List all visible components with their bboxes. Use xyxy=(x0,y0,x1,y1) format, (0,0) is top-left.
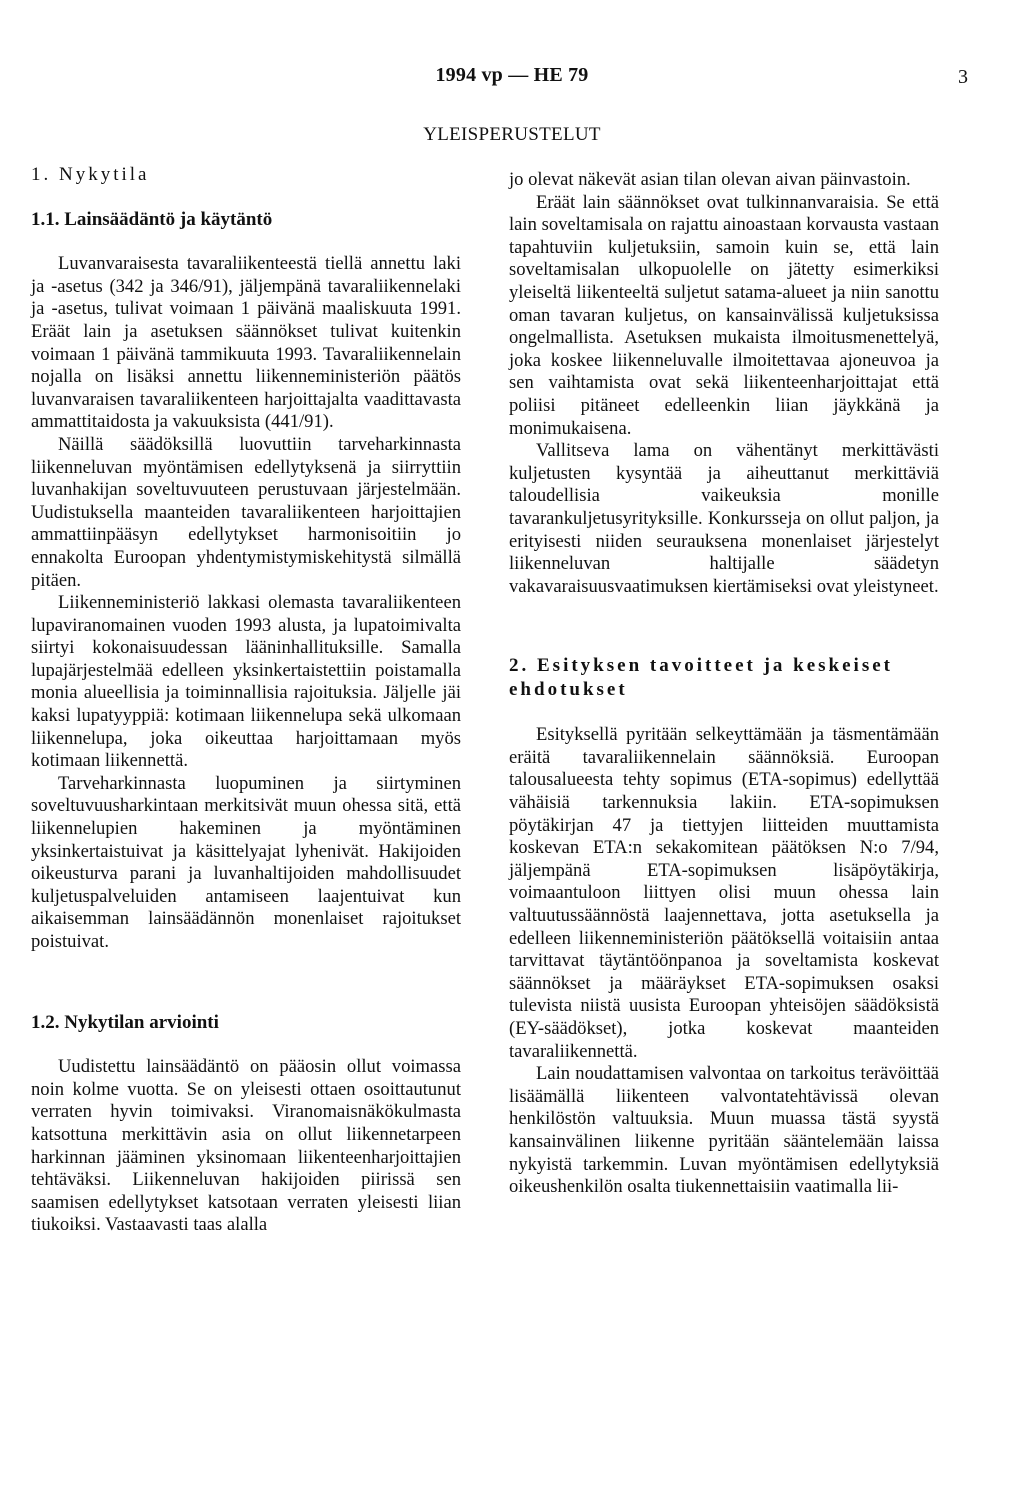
paragraph: Tarveharkinnasta luopuminen ja siirtyminen soveltuvuusharkintaan merkitsivät muun ohessa sitä, että liikennelupien hakeminen ja myöntäminen yksinkertaistuivat ja käsittelyajat lyhenivät. Hakijoiden oikeusturva parani ja luvanhaltijoiden mahdollisuudet kuljetuspalveluiden antamiseen laajentuivat kun aikaisemman lainsäädännön monenlaiset rajoitukset poistuivat. xyxy=(31,772,461,952)
paragraph: Luvanvaraisesta tavaraliikenteestä tiellä annettu laki ja -asetus (342 ja 346/91), jäljempänä tavaraliikennelaki ja -asetus, tulivat voimaan 1 päivänä maaliskuuta 1991. Eräät lain ja asetuksen säännökset tulivat kuitenkin voimaan 1 päivänä tammikuuta 1993. Tavaraliikennelain nojalla on lisäksi annettu liikenneministeriön päätös luvanvaraisen tavaraliikenteen harjoittajalta vaadittavasta ammattitaidosta ja vakuuksista (441/91). xyxy=(31,253,461,433)
heading-nykytila: 1. Nykytila xyxy=(31,164,150,185)
heading-lainsaadanto: 1.1. Lainsäädäntö ja käytäntö xyxy=(31,208,273,230)
paragraph: Esityksellä pyritään selkeyttämään ja täsmentämään eräitä tavaraliikennelain säännöksiä. Euroopan talousalueesta tehty sopimus (ETA-sopimus) edellyttää vähäisiä tarkennuksia lakiin. ETA-sopimuksen pöytäkirjan 47 ja tiettyjen liitteiden muuttamista koskevan ETA:n sekakomitean päätöksen N:o 7/94, jäljempänä ETA-sopimuksen lisäpöytäkirja, voimaantuloon liittyen olisi muun ohessa lain valtuutussäännöstä laajennettava, jotta asetuksella ja edelleen liikenneministeriön päätöksellä voitaisiin antaa tarvittavat täytäntöönpanoa ja soveltamista koskevat säännökset ja määräykset ETA-sopimuksen osaksi tulevista niistä uusista Euroopan yhteisöjen säädöksistä (EY-säädökset), jotka koskevat maanteiden tavaraliikennettä. xyxy=(509,724,939,1062)
page-number: 3 xyxy=(958,66,968,88)
right-column xyxy=(509,169,939,1199)
paragraph: jo olevat näkevät asian tilan olevan aivan päinvastoin. xyxy=(509,169,911,190)
paragraph: Näillä säädöksillä luovuttiin tarveharkinnasta liikenneluvan myöntämisen edellytyksenä ja siirryttiin luvanhakijan soveltuvuuteen perustuvaan järjestelmään. Uudistuksella maanteiden tavaraliikenteen harjoittajien ammattiinpääsyn edellytykset harmonisoitiin jo ennakolta Euroopan yhdentymistymiskehitystä silmällä pitäen. xyxy=(31,433,461,591)
paragraph: Lain noudattamisen valvontaa on tarkoitus terävöittää lisäämällä liikenteen valvontatehtävissä olevan henkilöstön valtuuksia. Muun muassa tästä syystä kansainvälinen liikenne pyritään sääntelemään laissa nykyistä tarkemmin. Luvan myöntämisen edellytyksiä oikeushenkilön osalta tiukennettaisiin vaatimalla lii- xyxy=(509,1063,939,1198)
section-title: YLEISPERUSTELUT xyxy=(423,124,601,145)
paragraph: Eräät lain säännökset ovat tulkinnanvaraisia. Se että lain soveltamisala on rajattu ainoastaan korvausta vastaan tapahtuviin kuljetuksiin, samoin kuin se, että lain soveltamisalan ulkopuolelle on jätetty esimerkiksi yleiseltä liikenteeltä suljetut satama-alueet ja niin sanottu oman tavaran kuljetus, on kansainvälissä kuljetuksissa ongelmallista. Asetuksen mukaista ilmoitusmenettelyä, joka koskee liikenneluvalle ilmoitettavaa ajoneuvoa ja sen vaihtamista ovat sekä liikenteenharjoittajat että poliisi pitäneet edelleenkin liian jäykkänä ja monimukaisena. xyxy=(509,191,939,439)
heading-esityksen-tavoitteet: 2. Esityksen tavoitteet ja keskeiset ehdotukset xyxy=(509,655,893,701)
paragraph: Vallitseva lama on vähentänyt merkittävästi kuljetusten kysyntää ja aiheuttanut merkittäviä taloudellisia vaikeuksia monille tavarankuljetusyrityksille. Konkursseja on ollut paljon, ja erityisesti niiden seurauksena monenlaiset järjestelyt liikenneluvan haltijalle säädetyn vakavaraisuusvaatimuksen kiertämiseksi ovat yleistyneet. xyxy=(509,440,939,597)
left-column xyxy=(31,164,461,1237)
paragraph: Uudistettu lainsäädäntö on pääosin ollut voimassa noin kolme vuotta. Se on yleisesti ottaen osoittautunut verraten hyvin toimivaksi. Viranomaisnäkökulmasta katsottuna merkittävin asia on ollut liikennetarpeen harkinnan jääminen yksinomaan liikenteenharjoittajien tehtäväksi. Liikenneluvan hakijoiden piirissä sen saamisen edellytykset katsotaan verraten yleisesti liian tiukoiksi. Vastaavasti taas alalla xyxy=(31,1056,461,1236)
running-header: 1994 vp — HE 79 xyxy=(435,64,589,86)
paragraph: Liikenneministeriö lakkasi olemasta tavaraliikenteen lupaviranomainen vuoden 1993 alusta, ja lupatoimivalta siirtyi kokonaisuudessan lääninhallituksille. Samalla lupajärjestelmää edelleen yksinkertaistettiin poistamalla monia alueellisia ja toiminnallisia rajoituksia. Jäljelle jäi kaksi lupatyyppiä: kotimaan liikennelupa sekä ulkomaan liikennelupa, joka oikeuttaa harjoittamaan myös kotimaan liikennettä. xyxy=(31,592,461,772)
heading-nykytilan-arviointi: 1.2. Nykytilan arviointi xyxy=(31,1011,219,1033)
